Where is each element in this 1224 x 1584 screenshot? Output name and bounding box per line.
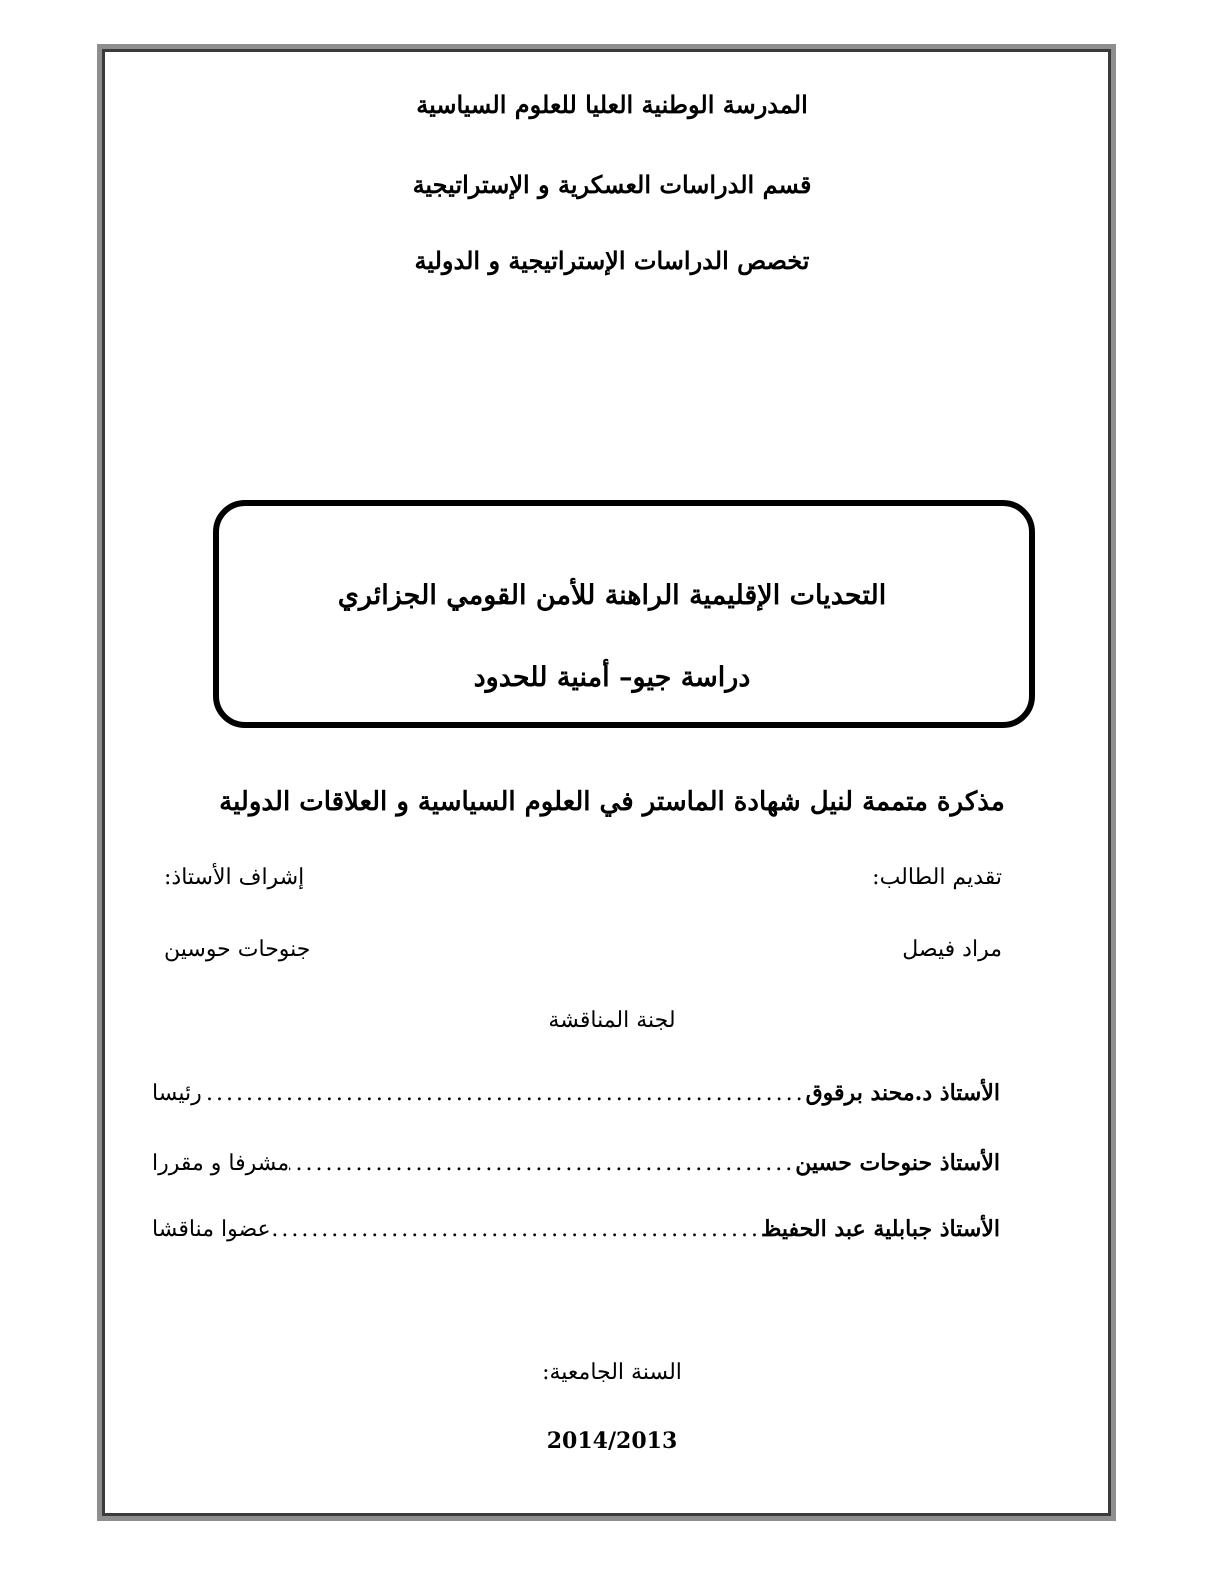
- dot-leader: [202, 1081, 806, 1106]
- student-name: مراد فيصل: [902, 937, 1002, 962]
- committee-member-row: [152, 1150, 1000, 1176]
- thesis-subtitle: دراسة جيو– أمنية للحدود: [473, 662, 751, 693]
- committee-member-role: مشرفا و مقررا: [152, 1151, 290, 1176]
- department-name: قسم الدراسات العسكرية و الإستراتيجية: [412, 170, 812, 199]
- academic-year-value: 2014/2013: [546, 1428, 678, 1454]
- committee-member-name: الأستاذ جبابلية عبد الحفيظ: [761, 1216, 1000, 1242]
- thesis-title: التحديات الإقليمية الراهنة للأمن القومي الجزائري: [337, 580, 887, 611]
- specialty-name: تخصص الدراسات الإستراتيجية و الدولية: [414, 246, 810, 275]
- thesis-title-box: [213, 500, 1035, 728]
- student-label: تقديم الطالب:: [872, 865, 1002, 890]
- school-name: المدرسة الوطنية العليا للعلوم السياسية: [416, 90, 808, 119]
- dot-leader: [289, 1151, 795, 1176]
- committee-member-name: الأستاذ حنوحات حسين: [795, 1150, 1000, 1176]
- committee-heading: لجنة المناقشة: [548, 1008, 676, 1033]
- committee-member-name: الأستاذ د.محند برقوق: [805, 1080, 1000, 1106]
- committee-member-role: عضوا مناقشا: [152, 1217, 271, 1242]
- supervisor-name: جنوحات حوسين: [164, 937, 311, 962]
- dot-leader: [271, 1217, 761, 1242]
- degree-statement: مذكرة متممة لنيل شهادة الماستر في العلوم السياسية و العلاقات الدولية: [219, 787, 1005, 817]
- academic-year-label: السنة الجامعية:: [542, 1360, 682, 1385]
- committee-member-role: رئيسا: [152, 1081, 202, 1106]
- supervisor-label: إشراف الأستاذ:: [164, 865, 305, 890]
- committee-member-row: [152, 1080, 1000, 1106]
- committee-member-row: [152, 1216, 1000, 1242]
